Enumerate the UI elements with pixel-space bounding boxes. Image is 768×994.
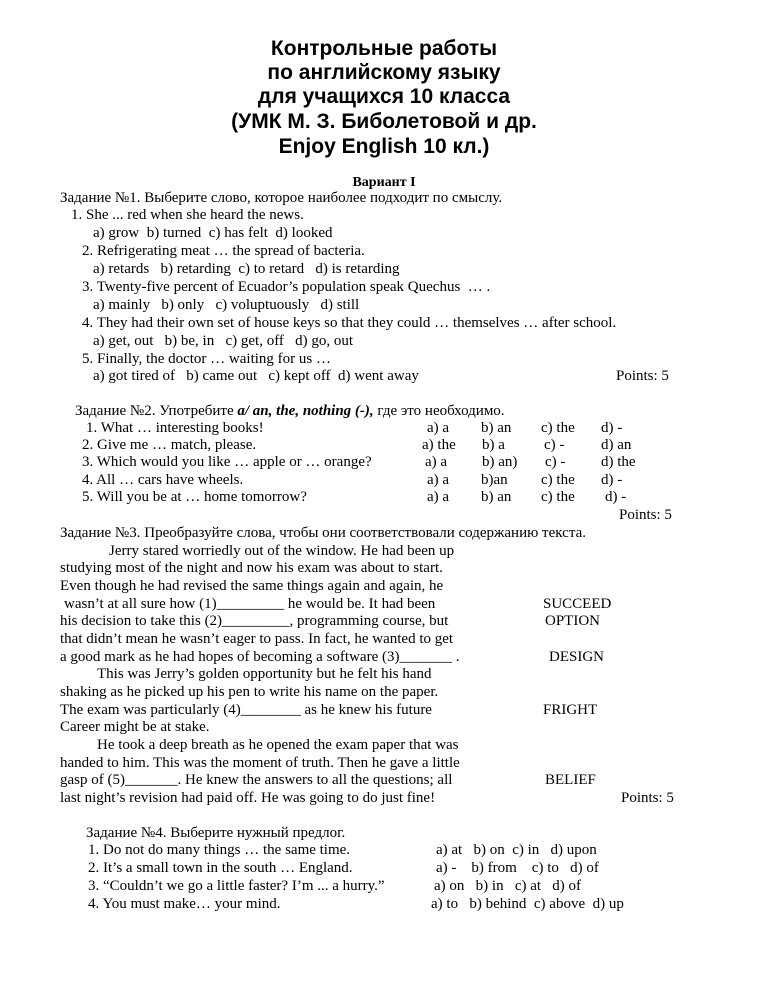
task3-text-line: The exam was particularly (4)________ as he knew his future [60, 702, 432, 718]
task2-option-a: a) a [427, 420, 450, 436]
task1-line: a) get, out b) be, in c) get, off d) go, out [93, 333, 354, 349]
task3-text-line: handed to him. This was the moment of truth. Then he gave a little [60, 755, 460, 771]
task4-question: 4. You must make… your mind. [88, 896, 281, 912]
task1-line: a) grow b) turned c) has felt d) looked [93, 225, 333, 241]
task3-points: Points: 5 [621, 790, 674, 806]
task2-option-d: d) - [601, 420, 623, 436]
task3-word-option: OPTION [545, 613, 600, 629]
doc-title-line-1: Контрольные работы [270, 37, 498, 60]
task2-option-b: b) an [481, 420, 512, 436]
task2-option-c: c) - [545, 454, 566, 470]
task2-heading-suffix: где это необходимо. [373, 403, 505, 419]
task3-text-line: studying most of the night and now his exam was about to start. [60, 560, 443, 576]
task2-option-c: c) the [541, 489, 575, 505]
task1-heading: Задание №1. Выберите слово, которое наиболее подходит по смыслу. [60, 190, 503, 206]
task2-option-b: b) an) [482, 454, 518, 470]
doc-title-line-3: для учащихся 10 класса [257, 85, 511, 108]
task1-line: 5. Finally, the doctor … waiting for us … [82, 351, 331, 367]
task2-option-d: d) an [601, 437, 632, 453]
task4-options: a) - b) from c) to d) of [436, 860, 599, 876]
task2-question: 4. All … cars have wheels. [82, 472, 244, 488]
doc-title-line-5: Enjoy English 10 кл.) [278, 135, 490, 158]
task3-word-succeed: SUCCEED [543, 596, 612, 612]
task2-option-a: a) a [427, 489, 450, 505]
task3-text-line: He took a deep breath as he opened the exam paper that was [97, 737, 459, 753]
task3-text-line: that didn’t mean he wasn’t eager to pass. In fact, he wanted to get [60, 631, 454, 647]
task2-option-d: d) - [605, 489, 627, 505]
task3-text-line: his decision to take this (2)_________, programming course, but [60, 613, 449, 629]
task2-question: 1. What … interesting books! [86, 420, 264, 436]
task2-option-a: a) a [427, 472, 450, 488]
task1-line: 1. She ... red when she heard the news. [71, 207, 304, 223]
task2-heading [75, 403, 505, 420]
task3-text-line: shaking as he picked up his pen to write his name on the paper. [60, 684, 439, 700]
doc-title-line-4: (УМК М. З. Биболетовой и др. [231, 110, 537, 133]
task4-question: 1. Do not do many things … the same time. [88, 842, 351, 858]
task3-text-line: This was Jerry’s golden opportunity but he felt his hand [97, 666, 432, 682]
task2-question: 3. Which would you like … apple or … orange? [82, 454, 372, 470]
task1-line: a) mainly b) only c) voluptuously d) still [93, 297, 360, 313]
task2-option-c: c) the [541, 472, 575, 488]
task2-option-d: d) - [601, 472, 623, 488]
task1-points: Points: 5 [616, 368, 669, 384]
task1-line: 2. Refrigerating meat … the spread of bacteria. [82, 243, 365, 259]
task2-heading-emphasis: a/ an, the, nothing (-), [237, 403, 374, 419]
task1-line: 4. They had their own set of house keys so that they could … themselves … after school. [82, 315, 617, 331]
task3-word-fright: FRIGHT [543, 702, 598, 718]
task2-option-c: c) the [541, 420, 575, 436]
task2-option-b: b) an [481, 489, 512, 505]
task4-options: a) at b) on c) in d) upon [436, 842, 597, 858]
task2-question: 2. Give me … match, please. [82, 437, 257, 453]
task4-options: a) on b) in c) at d) of [434, 878, 582, 894]
task4-question: 2. It’s a small town in the south … England. [88, 860, 353, 876]
task3-text-line: Jerry stared worriedly out of the window. He had been up [109, 543, 455, 559]
task3-text-line: wasn’t at all sure how (1)_________ he would be. It had been [64, 596, 436, 612]
task3-text-line: Even though he had revised the same things again and again, he [60, 578, 444, 594]
task2-option-c: c) - [544, 437, 565, 453]
task3-text-line: Career might be at stake. [60, 719, 210, 735]
task2-option-a: a) a [425, 454, 448, 470]
task1-line: a) got tired of b) came out c) kept off d) went away [93, 368, 419, 384]
task3-heading: Задание №3. Преобразуйте слова, чтобы они соответствовали содержанию текста. [60, 525, 586, 541]
task2-heading-prefix: Задание №2. Употребите [75, 403, 238, 419]
task3-text-line: last night’s revision had paid off. He was going to do just fine! [60, 790, 436, 806]
task3-text-line: a good mark as he had hopes of becoming a software (3)_______ . [60, 649, 460, 665]
task4-options: a) to b) behind c) above d) up [431, 896, 624, 912]
task4-question: 3. “Couldn’t we go a little faster? I’m ... a hurry.” [88, 878, 385, 894]
task2-points: Points: 5 [619, 507, 672, 523]
task2-option-a: a) the [422, 437, 456, 453]
task1-line: a) retards b) retarding c) to retard d) is retarding [93, 261, 400, 277]
task4-heading: Задание №4. Выберите нужный предлог. [86, 825, 346, 841]
task3-word-design: DESIGN [549, 649, 604, 665]
variant-heading: Вариант I [352, 175, 416, 190]
doc-title-line-2: по английскому языку [267, 61, 501, 84]
task2-option-b: b)an [481, 472, 508, 488]
task2-question: 5. Will you be at … home tomorrow? [82, 489, 307, 505]
task3-text-line: gasp of (5)_______. He knew the answers to all the questions; all [60, 772, 453, 788]
task2-option-b: b) a [482, 437, 505, 453]
task2-option-d: d) the [601, 454, 636, 470]
task1-line: 3. Twenty-five percent of Ecuador’s population speak Quechus … . [82, 279, 491, 295]
task3-word-belief: BELIEF [545, 772, 596, 788]
